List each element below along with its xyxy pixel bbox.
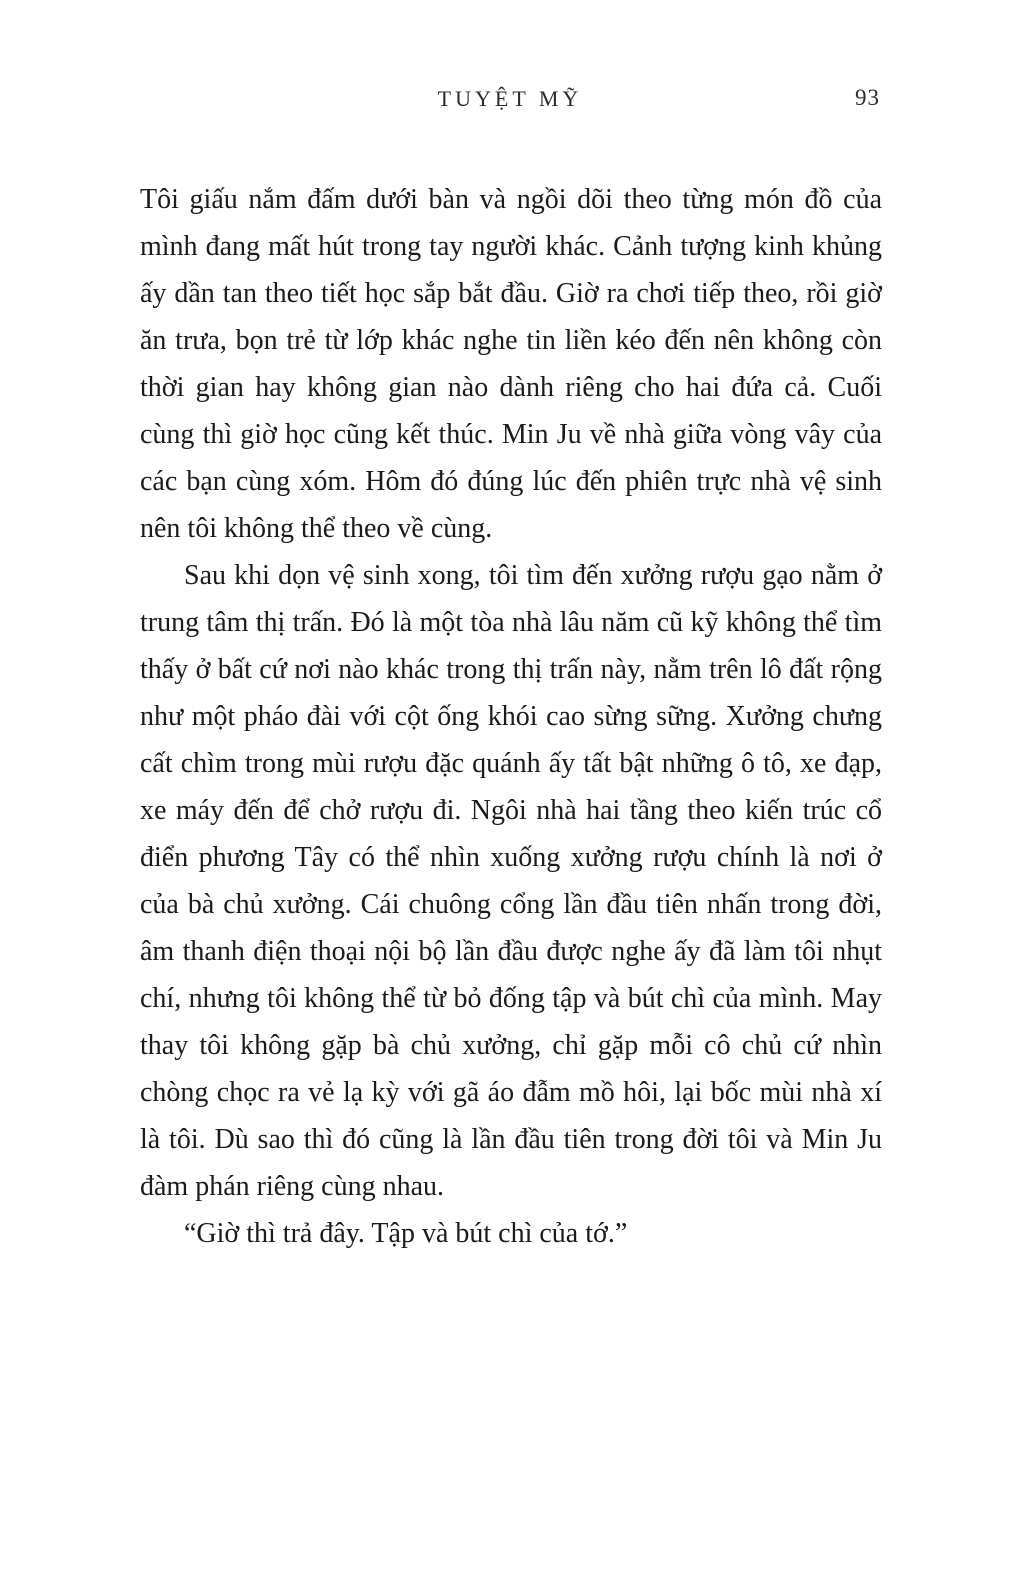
running-title: TUYỆT MỸ xyxy=(437,86,583,111)
page-number: 93 xyxy=(855,85,880,110)
paragraph-3-dialogue: “Giờ thì trả đây. Tập và bút chì của tớ.” xyxy=(184,1218,628,1249)
paragraph-1: Tôi giấu nắm đấm dưới bàn và ngồi dõi theo từng món đồ của mình đang mất hút trong tay người khác. Cảnh tượng kinh khủng ấy dần tan theo tiết học sắp bắt đầu. Giờ ra chơi tiếp theo, rồi giờ ăn trưa, bọn trẻ từ lớp khác nghe tin liền kéo đến nên không còn thời gian hay không gian nào dành riêng cho hai đứa cả. Cuối cùng thì giờ học cũng kết thúc. Min Ju về nhà giữa vòng vây của các bạn cùng xóm. Hôm đó đúng lúc đến phiên trực nhà vệ sinh nên tôi không thể theo về cùng. xyxy=(140,184,882,544)
paragraph-2: Sau khi dọn vệ sinh xong, tôi tìm đến xưởng rượu gạo nằm ở trung tâm thị trấn. Đó là một tòa nhà lâu năm cũ kỹ không thể tìm thấy ở bất cứ nơi nào khác trong thị trấn này, nằm trên lô đất rộng như một pháo đài với cột ống khói cao sừng sững. Xưởng chưng cất chìm trong mùi rượu đặc quánh ấy tất bật những ô tô, xe đạp, xe máy đến để chở rượu đi. Ngôi nhà hai tầng theo kiến trúc cổ điển phương Tây có thể nhìn xuống xưởng rượu chính là nơi ở của bà chủ xưởng. Cái chuông cổng lần đầu tiên nhấn trong đời, âm thanh điện thoại nội bộ lần đầu được nghe ấy đã làm tôi nhụt chí, nhưng tôi không thể từ bỏ đống tập và bút chì của mình. May thay tôi không gặp bà chủ xưởng, chỉ gặp mỗi cô chủ cứ nhìn chòng chọc ra vẻ lạ kỳ với gã áo đẫm mồ hôi, lại bốc mùi nhà xí là tôi. Dù sao thì đó cũng là lần đầu tiên trong đời tôi và Min Ju đàm phán riêng cùng nhau. xyxy=(140,560,882,1202)
page-body xyxy=(140,176,882,1257)
page-header xyxy=(140,86,880,118)
